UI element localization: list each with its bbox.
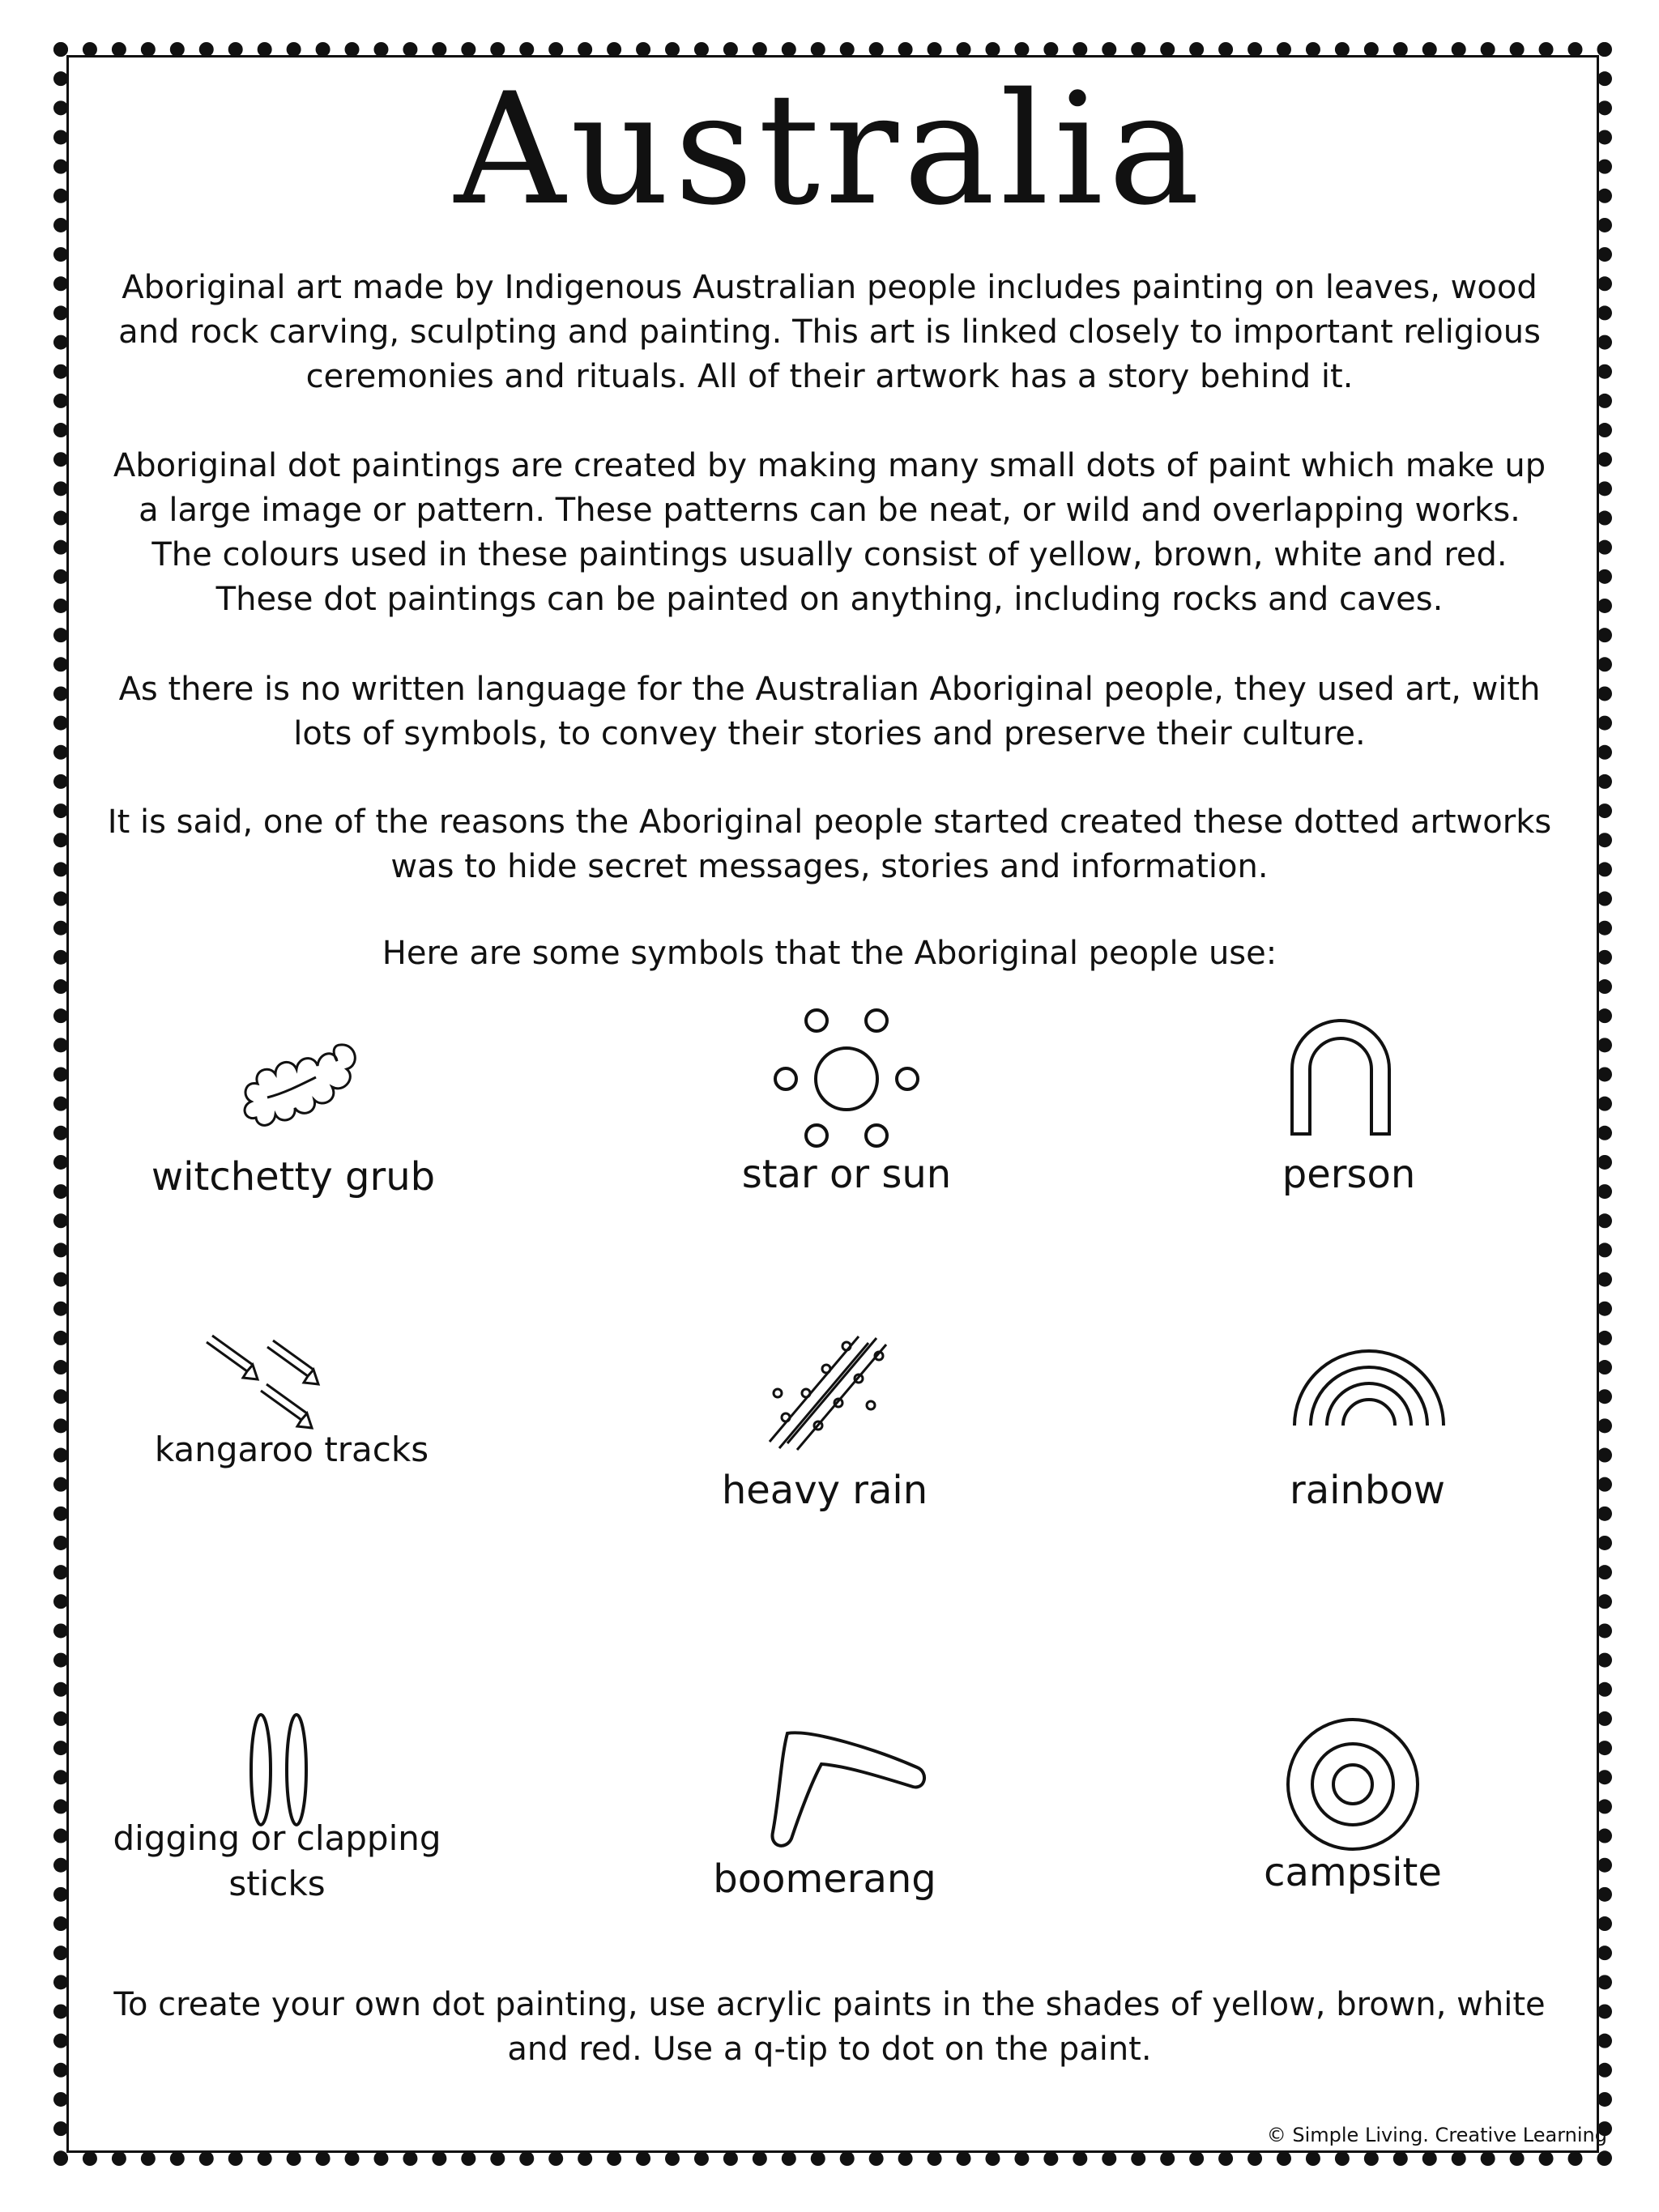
- symbol-label: digging or clapping sticks: [113, 1818, 441, 1903]
- symbol-label: witchetty grub: [151, 1154, 436, 1200]
- symbol-label: person: [1282, 1152, 1416, 1197]
- heavy-rain-icon: [761, 1328, 899, 1454]
- sticks-icon: [243, 1709, 316, 1831]
- rainbow-icon: [1288, 1336, 1450, 1434]
- page-title: Australia: [454, 60, 1205, 239]
- symbol-label: campsite: [1264, 1850, 1442, 1895]
- campsite-icon: [1280, 1715, 1426, 1853]
- symbol-label: kangaroo tracks: [154, 1430, 429, 1469]
- symbol-label: heavy rain: [721, 1468, 928, 1513]
- dot-painting-paragraph: Aboriginal dot paintings are created by making many small dots of paint which make up a large image or pattern. These patterns can be neat, or wild and overlapping works. The colours used in these paintings usually consist of yellow, brown, white and red. These dot paintings can be painted on anything, including rocks and caves.: [113, 447, 1546, 618]
- instructions-paragraph: To create your own dot painting, use acrylic paints in the shades of yellow, brown, white and red. Use a q-tip to dot on the paint.: [113, 1986, 1546, 2068]
- symbol-label: star or sun: [741, 1152, 952, 1197]
- person-icon: [1284, 1012, 1397, 1142]
- language-paragraph: As there is no written language for the Australian Aboriginal people, they used art, with lots of symbols, to convey their stories and preserve their culture.: [118, 671, 1541, 752]
- intro-paragraph: Aboriginal art made by Indigenous Australian people includes painting on leaves, wood and rock carving, sculpting and painting. This art is linked closely to important religious ceremonies and rituals. All of their artwork has a story behind it.: [118, 269, 1541, 395]
- symbols-intro: Here are some symbols that the Aboriginal people use:: [382, 935, 1277, 972]
- witchetty-grub-icon: [235, 1029, 365, 1150]
- secret-messages-paragraph: It is said, one of the reasons the Aboriginal people started created these dotted artworks was to hide secret messages, stories and information.: [107, 803, 1552, 885]
- symbol-label: rainbow: [1290, 1468, 1445, 1513]
- kangaroo-tracks-icon: [203, 1332, 332, 1438]
- boomerang-icon: [755, 1725, 933, 1855]
- symbol-label: boomerang: [713, 1856, 936, 1902]
- star-sun-icon: [766, 1004, 928, 1150]
- copyright-notice: © Simple Living. Creative Learning: [1266, 2124, 1607, 2146]
